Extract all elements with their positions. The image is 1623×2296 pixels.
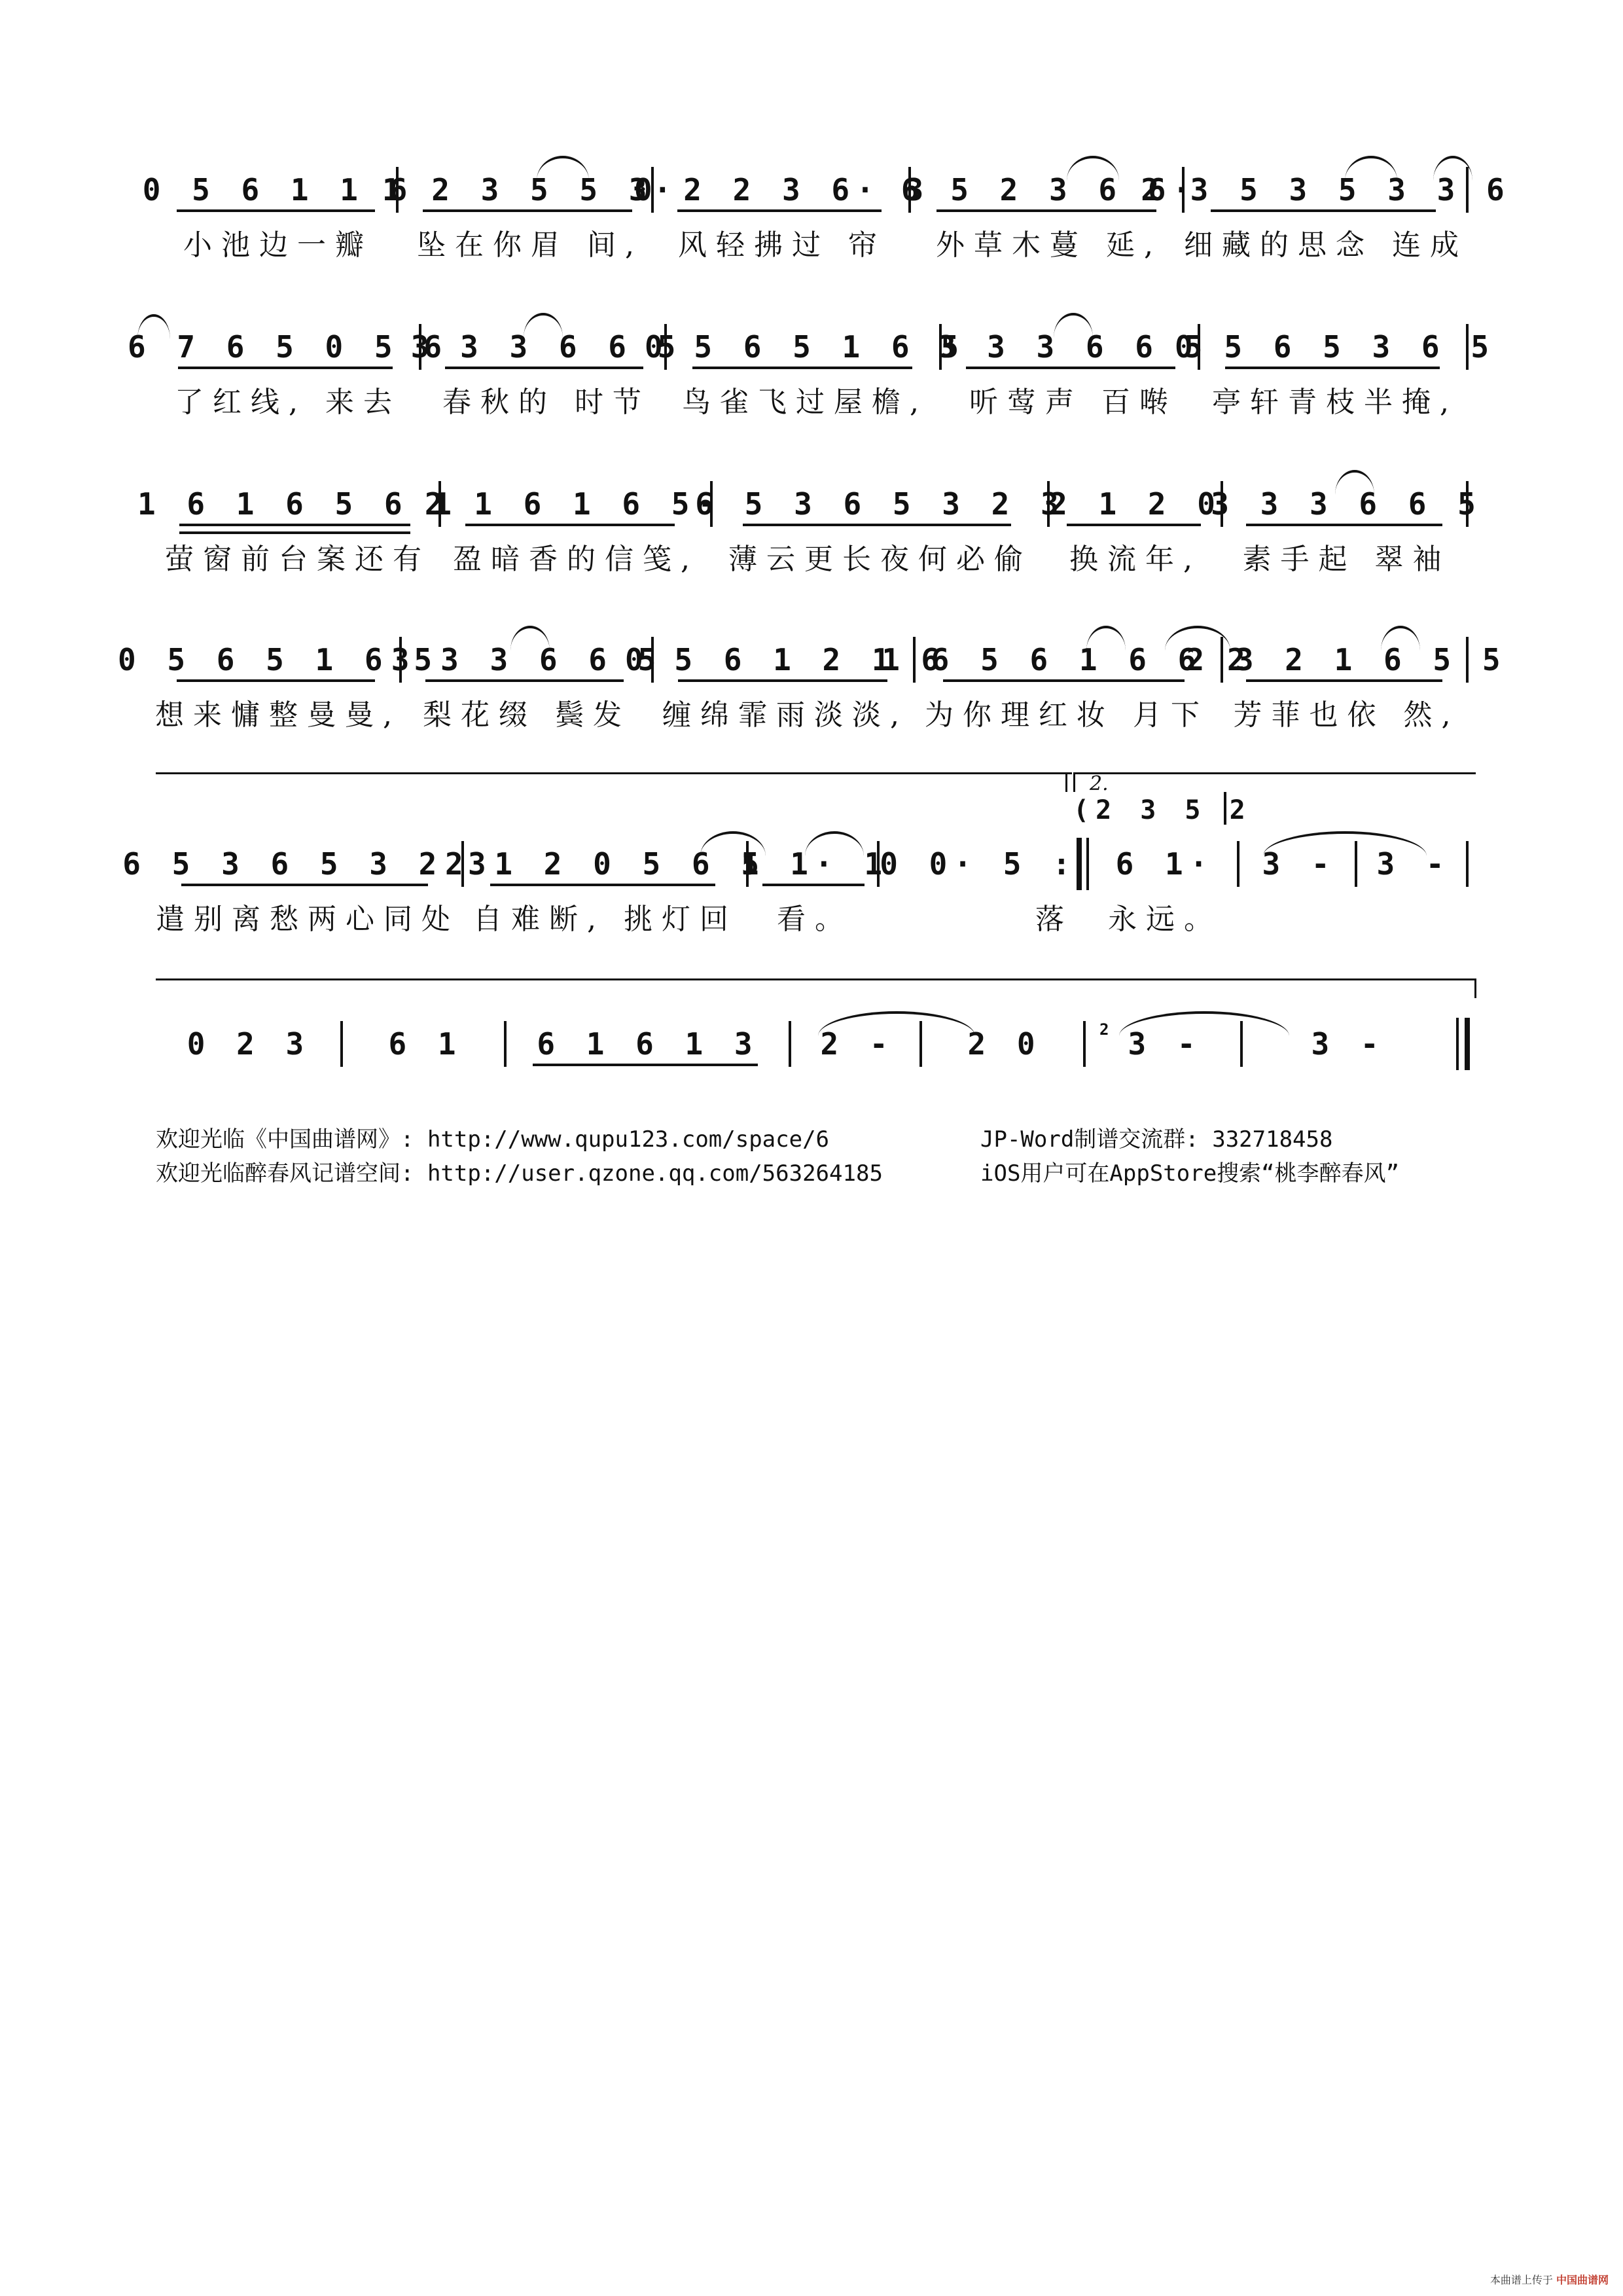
measure bbox=[1186, 634, 1507, 686]
lyric: 盈暗香的信笺, bbox=[453, 543, 699, 576]
barline bbox=[789, 1021, 791, 1067]
measure bbox=[444, 838, 766, 890]
lyrics-row bbox=[157, 219, 1472, 265]
footer-site-link[interactable]: 欢迎光临《中国曲谱网》: http://www.qupu123.com/space/6 bbox=[156, 1126, 830, 1153]
measure-notes: 3 3 3 6 6 5 bbox=[1211, 486, 1482, 522]
underline bbox=[692, 367, 912, 369]
barline bbox=[1240, 1021, 1243, 1067]
measure-notes: 6 1 bbox=[388, 1026, 463, 1062]
lyrics-row bbox=[157, 376, 1472, 422]
tie bbox=[1335, 470, 1374, 495]
measure-notes: 2 1 2 0 5 6 5 bbox=[444, 846, 766, 882]
measure-notes: 1 6 5 6 1 6 6 2 bbox=[882, 642, 1252, 677]
underline bbox=[943, 679, 1185, 682]
measure-notes: 6 5 2 3 6 6· bbox=[901, 172, 1198, 207]
measure-notes: 6 5 3 6 5 3 2 3 bbox=[695, 486, 1065, 522]
lyric: 缠绵霏雨淡淡, bbox=[662, 698, 908, 732]
barline bbox=[1466, 481, 1469, 527]
underline bbox=[1067, 524, 1201, 526]
notes-row bbox=[137, 478, 1482, 530]
prefix-notes: (2 3 5 2 bbox=[1073, 795, 1252, 825]
lyric: 换流年, bbox=[1069, 543, 1202, 576]
measure bbox=[695, 478, 1065, 530]
lyric: 风轻拂过 帘 bbox=[678, 228, 886, 262]
volta-number: 2. bbox=[1090, 772, 1109, 795]
barline bbox=[1456, 1018, 1459, 1070]
measure bbox=[137, 478, 459, 530]
footer-group-info: JP-Word制谱交流群: 332718458 bbox=[980, 1126, 1333, 1153]
measure-notes: 6 1 6 1 3 bbox=[537, 1026, 759, 1062]
measure-notes: 3 - bbox=[1376, 846, 1451, 882]
lyric: 为你理红妆 月下 bbox=[925, 698, 1209, 732]
underline bbox=[936, 209, 1156, 212]
measure-notes: 3 - bbox=[1128, 1026, 1202, 1062]
measure bbox=[880, 838, 1077, 890]
barline bbox=[1086, 838, 1089, 890]
measure bbox=[926, 1018, 1083, 1070]
tie bbox=[1054, 313, 1093, 338]
measure-notes: 3 3 3 6 6 5 bbox=[410, 329, 683, 365]
measure-notes: 3 - bbox=[1262, 846, 1336, 882]
measure bbox=[122, 838, 493, 890]
measure bbox=[142, 164, 414, 216]
underline bbox=[423, 209, 632, 212]
lyric: 芳菲也依 然, bbox=[1233, 698, 1460, 732]
underline bbox=[177, 679, 375, 682]
grace-note: 2 bbox=[1099, 1020, 1109, 1039]
lyric: 素手起 翠袖 bbox=[1242, 543, 1451, 576]
lyric: 遣别离愁两心同处 bbox=[156, 903, 459, 936]
lyric: 小池边一瓣 bbox=[183, 228, 373, 262]
lyrics-row bbox=[157, 689, 1472, 735]
barline bbox=[1466, 841, 1469, 887]
measure-notes: 2 1 2 0 bbox=[1049, 486, 1222, 522]
lyric: 萤窗前台案还有 bbox=[165, 543, 431, 576]
lyric: 春秋的 时节 bbox=[442, 386, 651, 419]
measure-notes: 6 5 3 6 5 3 2 3 bbox=[122, 846, 493, 882]
watermark-prefix: 本曲谱上传于 bbox=[1489, 2274, 1553, 2286]
watermark-site: 中国曲谱网 bbox=[1556, 2274, 1609, 2286]
staff-rule-tick bbox=[1474, 978, 1476, 998]
tie bbox=[805, 831, 864, 856]
lyric: 落 bbox=[1035, 903, 1073, 936]
tie bbox=[524, 313, 563, 338]
underline bbox=[743, 524, 1011, 526]
barline bbox=[340, 1021, 343, 1067]
lyric: 外草木蔓 延, bbox=[936, 228, 1162, 262]
footer-appstore-info: iOS用户可在AppStore搜索“桃李醉春风” bbox=[980, 1160, 1400, 1187]
measure-notes: 1 2 3 5 5 3· bbox=[382, 172, 679, 207]
notes-row bbox=[122, 838, 1472, 890]
measure bbox=[1093, 838, 1237, 890]
lyric: 鸟雀飞过屋檐, bbox=[682, 386, 928, 419]
underline bbox=[181, 884, 428, 886]
measure bbox=[382, 164, 679, 216]
footer-line bbox=[156, 1157, 1478, 1191]
measure-notes: 2 1 6 1 6 5· bbox=[424, 486, 721, 522]
underline bbox=[678, 679, 887, 682]
underline bbox=[1246, 679, 1442, 682]
lyric: 梨花缀 鬓发 bbox=[423, 698, 631, 732]
measure-notes: 3 3 3 6 6 5 bbox=[391, 642, 663, 677]
underline bbox=[677, 209, 882, 212]
volta-bracket bbox=[1073, 772, 1476, 774]
measure-notes: 2 - bbox=[820, 1026, 895, 1062]
notes-row bbox=[142, 164, 1511, 216]
underline bbox=[533, 1064, 758, 1066]
underline bbox=[178, 367, 393, 369]
measure bbox=[424, 478, 721, 530]
measure-notes: 3 - bbox=[1311, 1026, 1385, 1062]
barline bbox=[1466, 167, 1469, 213]
underline bbox=[1211, 209, 1436, 212]
lyric: 听莺声 百啭 bbox=[969, 386, 1177, 419]
footer-space-link[interactable]: 欢迎光临醉春风记谱空间: http://user.qzone.qq.com/563264185 bbox=[156, 1160, 883, 1187]
measure bbox=[347, 1018, 504, 1070]
lyric: 自难断, 挑灯回 bbox=[473, 903, 738, 936]
lyric: 细藏的思念 连成 bbox=[1184, 228, 1468, 262]
lyric: 亭轩青枝半掩, bbox=[1212, 386, 1458, 419]
measure bbox=[1174, 321, 1496, 373]
barline bbox=[1237, 841, 1240, 887]
underline bbox=[179, 524, 410, 526]
underline bbox=[762, 884, 865, 886]
tie bbox=[1345, 156, 1397, 181]
measure-notes: 1 6 1 6 5 6 1 bbox=[137, 486, 459, 522]
measure-notes: 0 5 6 1 1 6 bbox=[142, 172, 414, 207]
underline bbox=[465, 524, 675, 526]
measure-notes: 0 0· 5 : bbox=[880, 846, 1077, 882]
final-barline bbox=[1465, 1018, 1470, 1070]
lyric: 看。 bbox=[777, 903, 853, 936]
lyrics-row bbox=[157, 533, 1472, 579]
underline bbox=[445, 367, 643, 369]
barline bbox=[1224, 792, 1226, 825]
underline bbox=[177, 209, 375, 212]
volta-bracket-tick bbox=[1065, 772, 1067, 792]
barline bbox=[1466, 637, 1469, 683]
measure bbox=[510, 1018, 785, 1070]
measure-notes: 6 7 6 5 0 5 6 bbox=[127, 329, 449, 365]
measure bbox=[1361, 838, 1466, 890]
barline bbox=[1355, 841, 1357, 887]
measure-notes: 0 5 6 5 1 6 5 bbox=[117, 642, 439, 677]
underline bbox=[490, 884, 715, 886]
upload-watermark bbox=[1490, 2272, 1609, 2287]
lyric: 永远。 bbox=[1108, 903, 1222, 936]
measure-notes: 0 5 6 5 3 6 5 bbox=[1174, 329, 1496, 365]
staff-rule bbox=[156, 978, 1476, 980]
barline bbox=[1083, 1021, 1086, 1067]
measure-notes: 1 1· 1 bbox=[740, 846, 889, 882]
lyrics-row bbox=[157, 893, 1472, 939]
measure-notes: 0 5 6 1 2 1 6 bbox=[624, 642, 946, 677]
measure bbox=[157, 1018, 340, 1070]
barline bbox=[1466, 324, 1469, 370]
measure bbox=[1049, 478, 1222, 530]
measure-notes: 0 2 2 3 6· 3 bbox=[633, 172, 931, 207]
measure bbox=[1247, 1018, 1450, 1070]
tie bbox=[1381, 626, 1420, 651]
tie bbox=[1067, 156, 1119, 181]
measure-notes: 6 1· bbox=[1115, 846, 1215, 882]
barline bbox=[504, 1021, 507, 1067]
measure bbox=[1141, 164, 1511, 216]
tie bbox=[1086, 626, 1126, 651]
barline bbox=[919, 1021, 922, 1067]
underline bbox=[1225, 367, 1440, 369]
notes-row bbox=[157, 1018, 1472, 1070]
underline bbox=[425, 679, 624, 682]
footer-line bbox=[156, 1122, 1478, 1157]
measure bbox=[117, 634, 439, 686]
measure bbox=[127, 321, 449, 373]
lyric: 薄云更长夜何必偷 bbox=[728, 543, 1032, 576]
lyric: 想来慵整曼曼, bbox=[155, 698, 401, 732]
measure bbox=[644, 321, 966, 373]
measure bbox=[624, 634, 946, 686]
notes-row bbox=[117, 634, 1507, 686]
measure-notes: 2 0 bbox=[967, 1026, 1042, 1062]
measure bbox=[633, 164, 931, 216]
tie bbox=[510, 626, 550, 651]
lyric: 坠在你眉 间, bbox=[417, 228, 643, 262]
volta-bracket-tick bbox=[1073, 772, 1075, 792]
staff-rule bbox=[156, 772, 1072, 774]
notes-row bbox=[127, 321, 1496, 373]
footer bbox=[156, 1122, 1478, 1191]
underline bbox=[966, 367, 1175, 369]
measure-notes: 3 3 3 6 6 5 bbox=[937, 329, 1209, 365]
measure-notes: 2 3 5 3 5 3 3 6 bbox=[1141, 172, 1511, 207]
repeat-barline bbox=[1077, 838, 1082, 890]
measure-notes: 0 5 6 5 1 6 5 bbox=[644, 329, 966, 365]
measure-notes: 0 2 3 bbox=[187, 1026, 311, 1062]
underline bbox=[1246, 524, 1442, 526]
tie bbox=[537, 156, 589, 181]
measure-notes: 2 3 2 1 6 5 5 bbox=[1186, 642, 1507, 677]
lyric: 了红线, 来去 bbox=[175, 386, 401, 419]
